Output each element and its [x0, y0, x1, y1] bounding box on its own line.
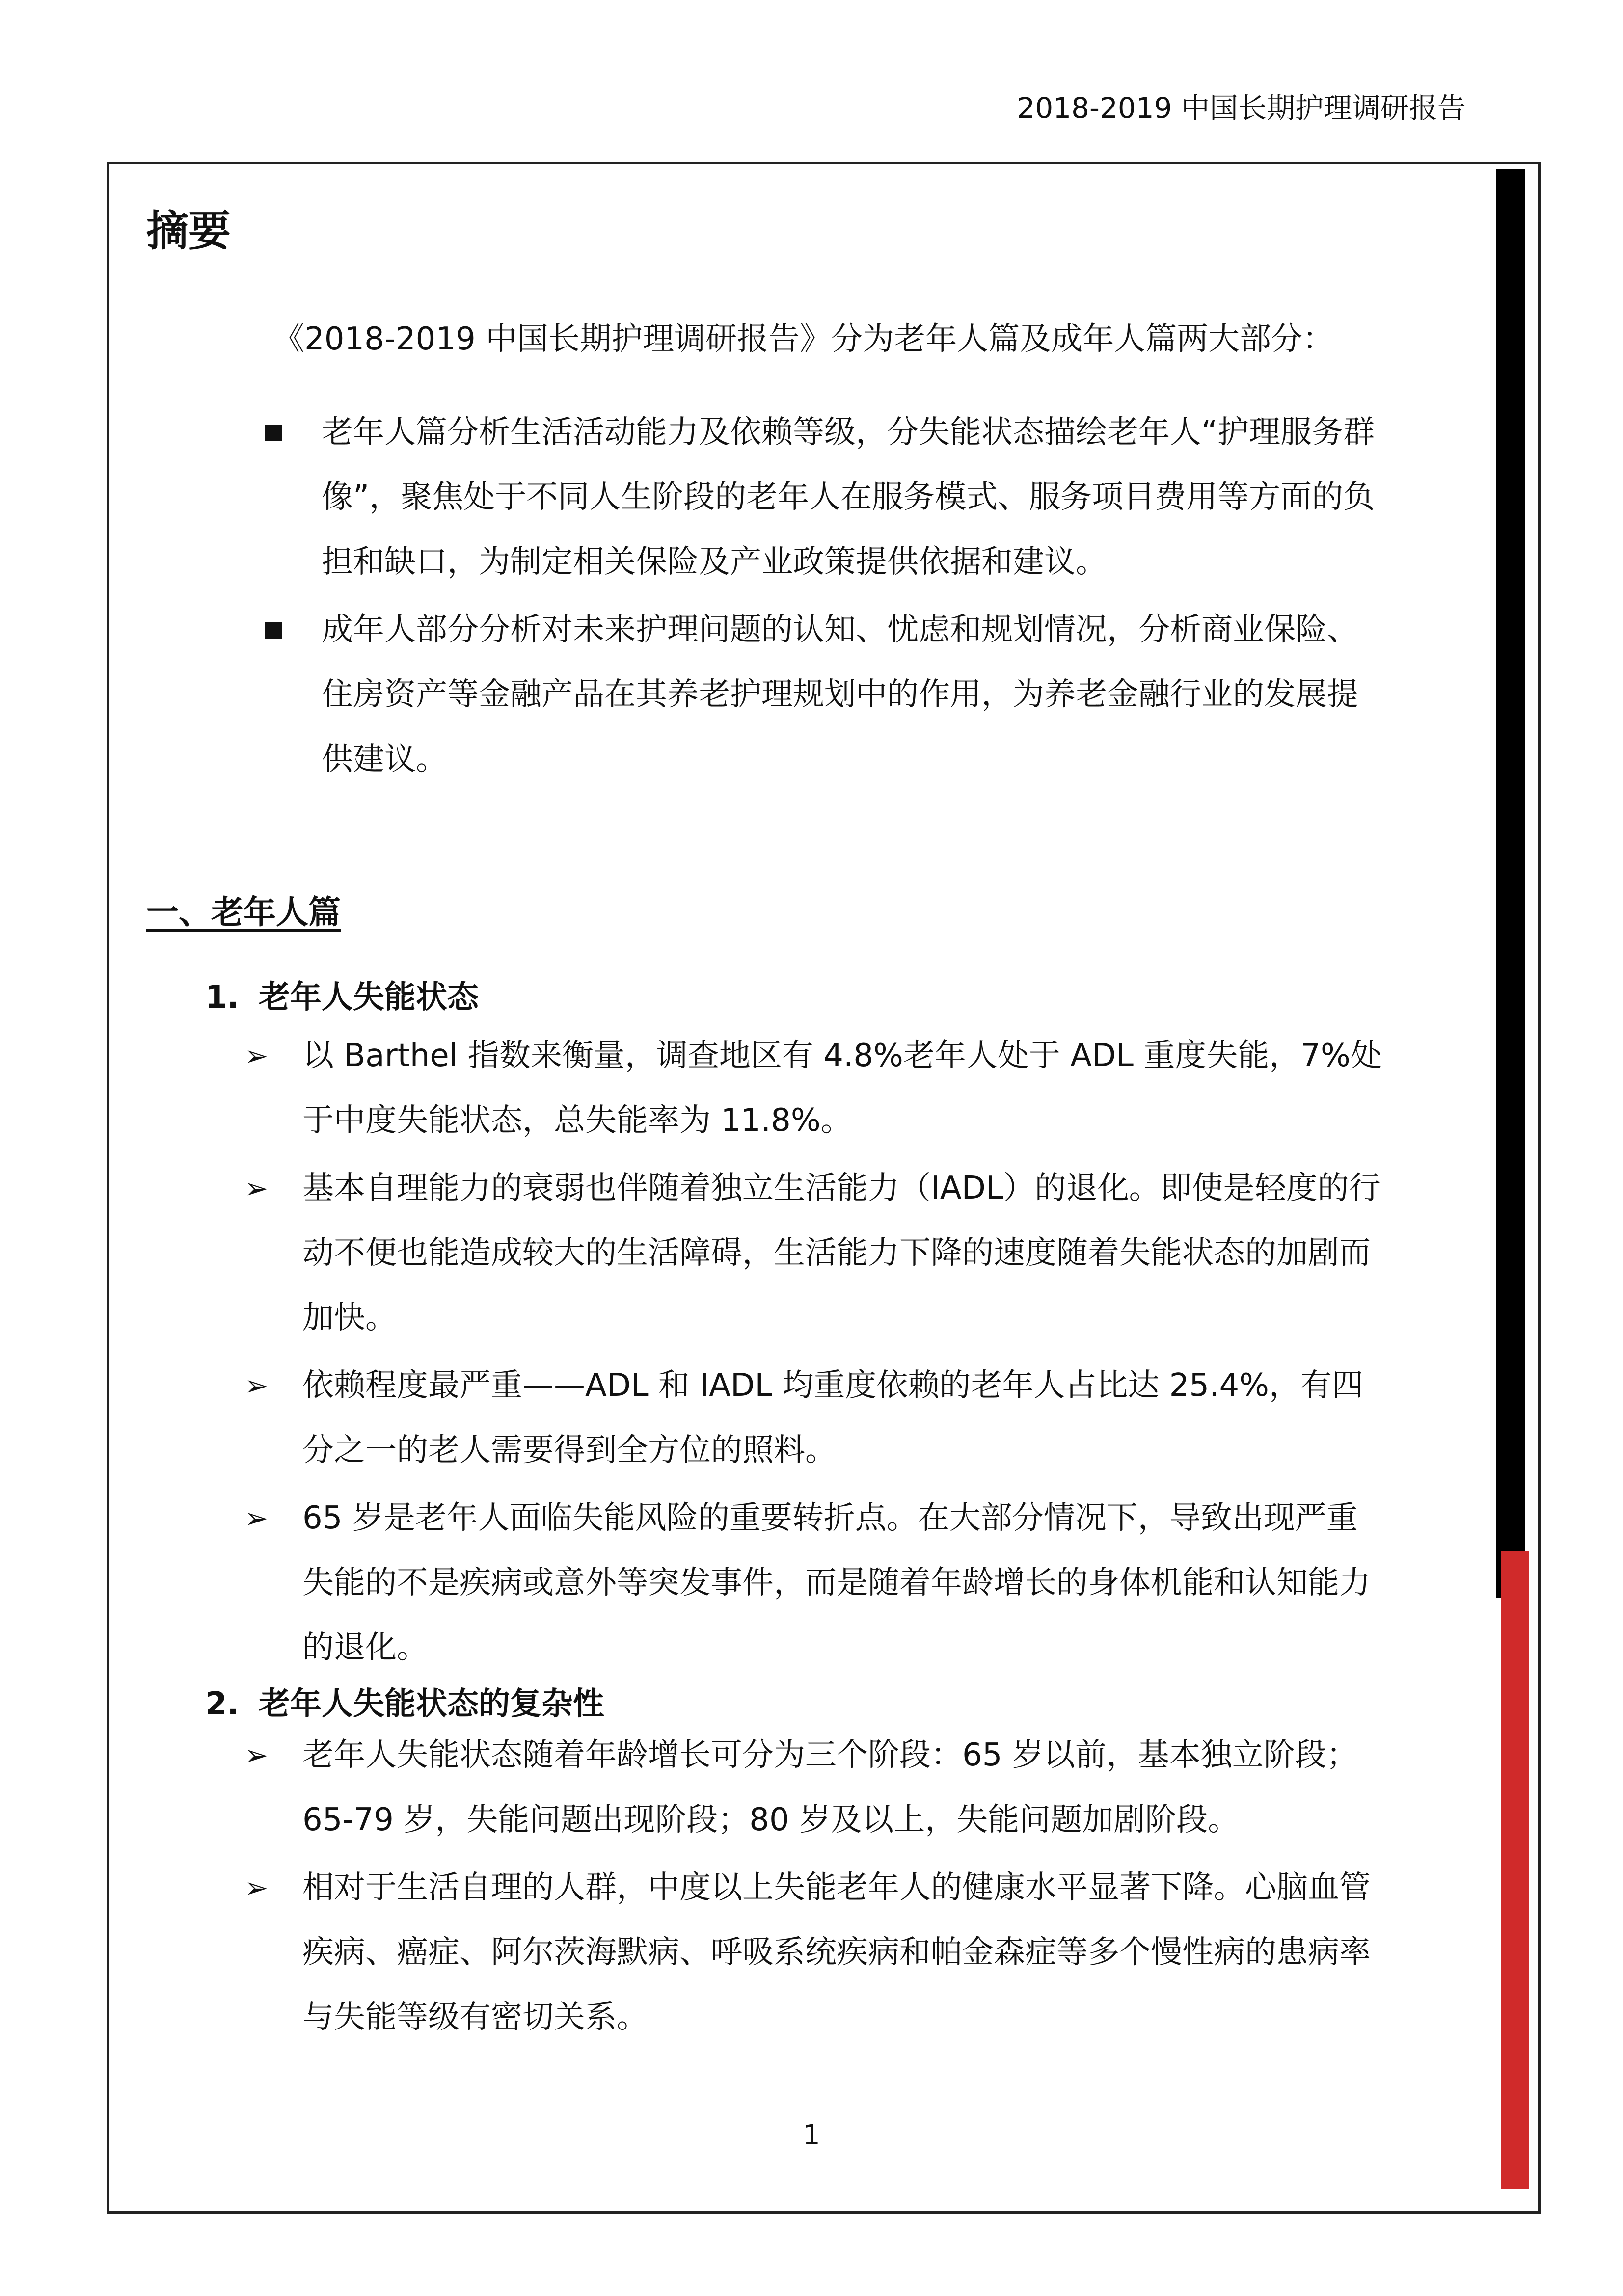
square-bullet-icon [265, 425, 282, 441]
subsection-number: 2. [205, 1686, 239, 1722]
subsection-title: 老年人失能状态的复杂性 [258, 1686, 604, 1722]
list-item [244, 1855, 1388, 2050]
page-content [146, 206, 1383, 2035]
list-item-text: 相对于生活自理的人群，中度以上失能老年人的健康水平显著下降。心脑血管疾病、癌症、阿尔茨海默病、呼吸系统疾病和帕金森症等多个慢性病的患病率与失能等级有密切关系。 [302, 1869, 1371, 2035]
arrow-bullet-icon: ➢ [244, 1172, 269, 1205]
list-item [244, 1486, 1388, 1680]
list-item [244, 1156, 1388, 1350]
side-bar-black [1496, 169, 1525, 1598]
side-bar-red [1501, 1551, 1529, 2189]
page-number: 1 [803, 2119, 820, 2151]
summary-bullet-list [265, 400, 1384, 795]
subsection-title: 老年人失能状态 [258, 979, 479, 1015]
arrow-bullet-icon: ➢ [244, 1871, 269, 1904]
section-heading-elderly: 一、老年人篇 [146, 893, 341, 931]
disability-status-list [244, 1023, 1388, 1683]
list-item-text: 老年人失能状态随着年龄增长可分为三个阶段：65 岁以前，基本独立阶段；65-79 岁，失能问题出现阶段；80 岁及以上，失能问题加剧阶段。 [302, 1737, 1358, 1838]
list-item-text: 依赖程度最严重——ADL 和 IADL 均重度依赖的老年人占比达 25.4%，有四分之一的老人需要得到全方位的照料。 [302, 1367, 1363, 1468]
summary-bullet-text: 成年人部分分析对未来护理问题的认知、忧虑和规划情况，分析商业保险、住房资产等金融产品在其养老护理规划中的作用，为养老金融行业的发展提供建议。 [322, 612, 1358, 777]
summary-intro: 《2018-2019 中国长期护理调研报告》分为老年人篇及成年人篇两大部分： [273, 321, 1334, 357]
square-bullet-icon [265, 622, 282, 639]
subsection-number: 1. [205, 979, 239, 1015]
list-item-text: 以 Barthel 指数来衡量，调查地区有 4.8%老年人处于 ADL 重度失能，7%处于中度失能状态，总失能率为 11.8%。 [302, 1038, 1382, 1139]
summary-bullet-item [265, 400, 1384, 594]
arrow-bullet-icon: ➢ [244, 1039, 269, 1072]
arrow-bullet-icon: ➢ [244, 1369, 269, 1402]
summary-bullet-text: 老年人篇分析生活活动能力及依赖等级，分失能状态描绘老年人“护理服务群像”，聚焦处于不同人生阶段的老年人在服务模式、服务项目费用等方面的负担和缺口，为制定相关保险及产业政策提供依据和建议。 [322, 414, 1375, 580]
arrow-bullet-icon: ➢ [244, 1501, 269, 1535]
report-header: 2018-2019 中国长期护理调研报告 [1017, 91, 1466, 125]
arrow-bullet-icon: ➢ [244, 1738, 269, 1772]
disability-complexity-list [244, 1723, 1388, 2053]
list-item-text: 65 岁是老年人面临失能风险的重要转折点。在大部分情况下，导致出现严重失能的不是疾病或意外等突发事件，而是随着年龄增长的身体机能和认知能力的退化。 [302, 1500, 1371, 1666]
list-item-text: 基本自理能力的衰弱也伴随着独立生活能力（IADL）的退化。即使是轻度的行动不便也能造成较大的生活障碍，生活能力下降的速度随着失能状态的加剧而加快。 [302, 1170, 1380, 1336]
summary-title: 摘要 [146, 207, 231, 256]
list-item [244, 1353, 1388, 1483]
subsection-heading-disability-complexity [205, 1679, 604, 1724]
list-item [244, 1023, 1388, 1153]
summary-bullet-item [265, 597, 1384, 792]
list-item [244, 1723, 1388, 1852]
subsection-heading-disability-status [205, 972, 479, 1017]
